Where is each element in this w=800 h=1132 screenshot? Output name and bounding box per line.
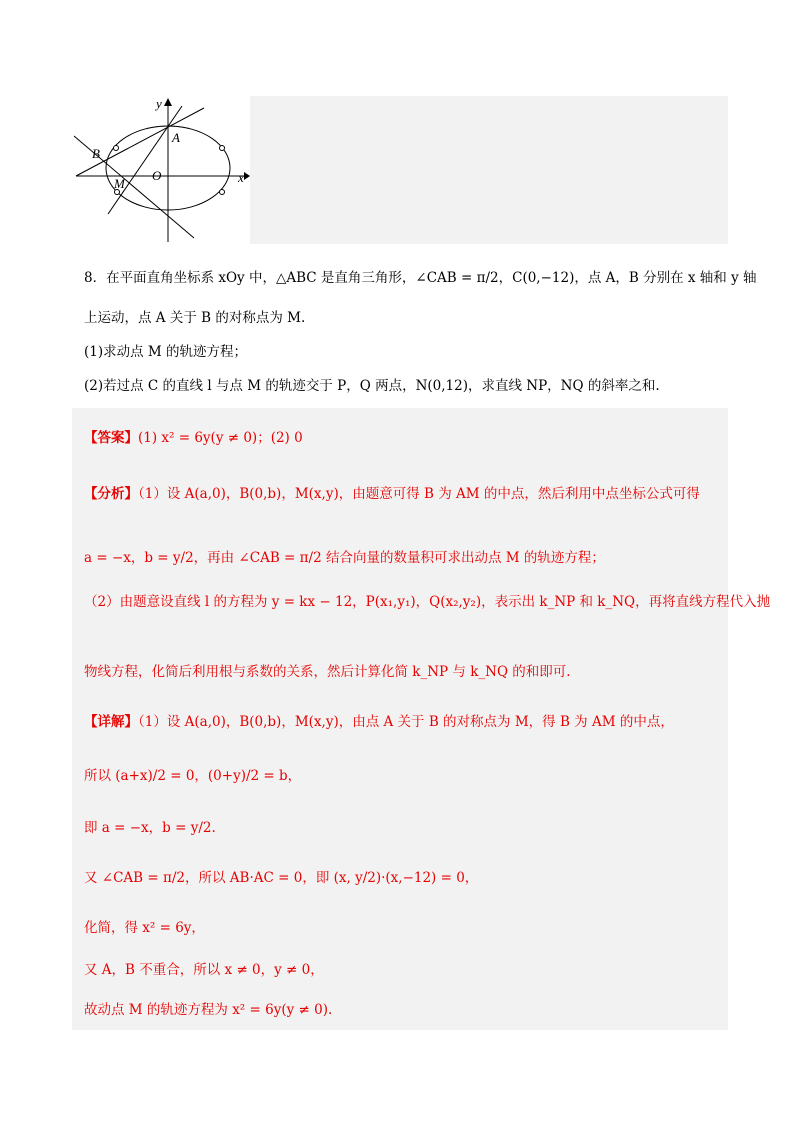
label-m: M <box>114 176 125 191</box>
line-through-a-b <box>76 108 204 176</box>
answer-line <box>84 428 303 448</box>
label-a: A <box>172 130 180 145</box>
analysis-tag: 【分析】 <box>84 486 138 502</box>
label-b: B <box>92 146 100 161</box>
point-right-lower <box>220 190 225 195</box>
detail-line-3: 即 a = −x，b = y/2. <box>84 820 216 836</box>
detail-text-1: （1）设 A(a,0)，B(0,b)，M(x,y)，由点 A 关于 B 的对称点为 M，得 B 为 AM 的中点， <box>138 714 674 730</box>
analysis-line-3: （2）由题意设直线 l 的方程为 y = kx − 12，P(x₁,y₁)，Q(x₂,y₂)，表示出 k_NP 和 k_NQ，再将直线方程代入抛 <box>84 594 771 610</box>
problem-line-1: 8．在平面直角坐标系 xOy 中，△ABC 是直角三角形，∠CAB = π/2，C(0,−12)，点 A，B 分别在 x 轴和 y 轴 <box>84 270 757 286</box>
detail-line-1 <box>84 712 674 732</box>
ellipse-figure <box>72 96 250 244</box>
detail-line-6: 又 A，B 不重合，所以 x ≠ 0，y ≠ 0， <box>84 962 324 978</box>
analysis-text-1: （1）设 A(a,0)，B(0,b)，M(x,y)，由题意可得 B 为 AM 的中点，然后利用中点坐标公式可得 <box>138 486 700 502</box>
detail-line-2: 所以 (a+x)/2 = 0，(0+y)/2 = b， <box>84 768 302 784</box>
label-y: y <box>156 96 162 111</box>
analysis-line-2: a = −x，b = y/2，再由 ∠CAB = π/2 结合向量的数量积可求出动点 M 的轨迹方程； <box>84 550 605 566</box>
figure-svg <box>72 96 250 244</box>
label-x: x <box>238 170 244 185</box>
label-o: O <box>152 168 162 183</box>
line-through-m-a <box>108 106 182 214</box>
x-axis-arrow <box>244 172 250 180</box>
detail-line-5: 化简，得 x² = 6y， <box>84 920 205 936</box>
problem-part-1: (1)求动点 M 的轨迹方程； <box>84 344 248 360</box>
problem-line-2: 上运动，点 A 关于 B 的对称点为 M. <box>84 310 306 326</box>
detail-line-7: 故动点 M 的轨迹方程为 x² = 6y(y ≠ 0). <box>84 1002 333 1018</box>
detail-line-4: 又 ∠CAB = π/2，所以 AB·AC = 0，即 (x, y/2)·(x,−12) = 0， <box>84 870 479 886</box>
analysis-line-4: 物线方程，化简后利用根与系数的关系，然后计算化简 k_NP 与 k_NQ 的和即可. <box>84 664 571 680</box>
problem-part-2: (2)若过点 C 的直线 l 与点 M 的轨迹交于 P，Q 两点，N(0,12)，求直线 NP，NQ 的斜率之和. <box>84 378 660 394</box>
point-right-upper <box>220 146 225 151</box>
y-axis-arrow <box>164 98 172 106</box>
point-b-marker <box>114 146 119 151</box>
detail-tag: 【详解】 <box>84 714 138 730</box>
analysis-line-1 <box>84 484 700 504</box>
answer-text: (1) x² = 6y(y ≠ 0)；(2) 0 <box>138 430 303 446</box>
answer-tag: 【答案】 <box>84 430 138 446</box>
